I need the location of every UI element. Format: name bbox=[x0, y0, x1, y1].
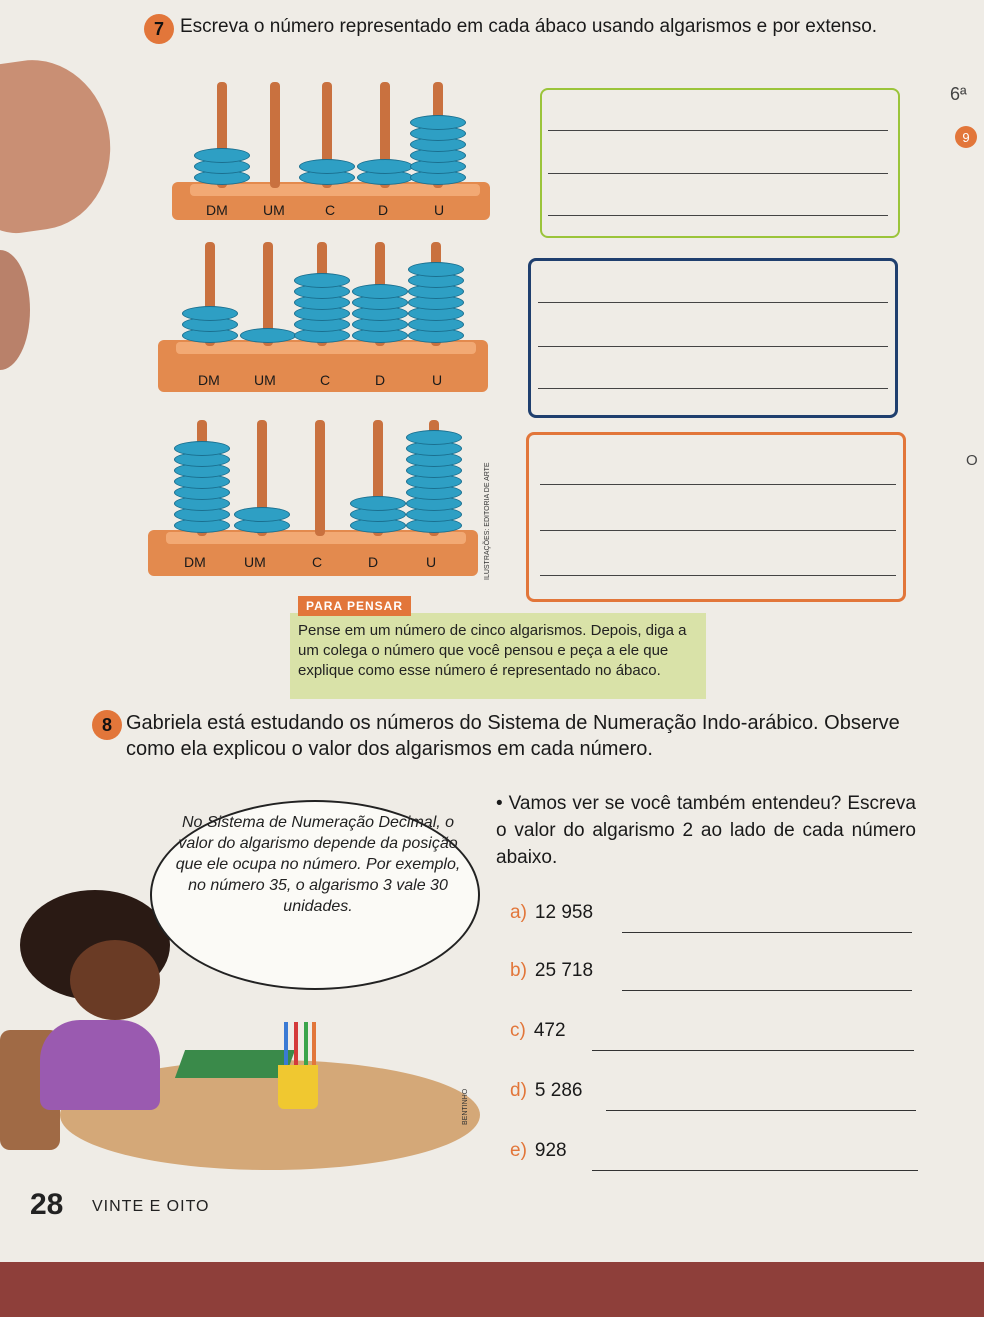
abacus-bead bbox=[408, 262, 464, 277]
abacus-bead bbox=[182, 306, 238, 321]
answer-line[interactable] bbox=[548, 215, 888, 216]
answer-box-2 bbox=[528, 258, 898, 418]
answer-line[interactable] bbox=[548, 130, 888, 131]
abacus-label-d: D bbox=[368, 554, 379, 570]
abacus-label-dm: DM bbox=[198, 372, 220, 388]
abacus-bead bbox=[299, 159, 355, 174]
abacus-label-c: C bbox=[320, 372, 331, 388]
side-mark-number: 9 bbox=[955, 126, 977, 148]
bullet-icon: • bbox=[496, 793, 509, 814]
background-surface bbox=[0, 1262, 984, 1317]
abacus-bead bbox=[194, 148, 250, 163]
para-pensar-box: Pense em um número de cinco algarismos. Depois, diga a um colega o número que você pensou e peça a ele que explique como esse número é representado no ábaco. bbox=[290, 613, 706, 699]
question-8-number: 8 bbox=[92, 710, 122, 740]
answer-line[interactable] bbox=[538, 302, 888, 303]
finger bbox=[0, 250, 30, 370]
abacus-bead bbox=[234, 507, 290, 522]
answer-line[interactable] bbox=[538, 388, 888, 389]
girl-body bbox=[40, 1020, 160, 1110]
girl-illustration-credit: BENTINHO bbox=[462, 1088, 469, 1125]
answer-line-a[interactable] bbox=[622, 932, 912, 933]
item-e: e) 928 bbox=[510, 1140, 567, 1161]
pencil bbox=[294, 1022, 298, 1067]
answer-line[interactable] bbox=[548, 173, 888, 174]
answer-box-3 bbox=[526, 432, 906, 602]
side-mark-grade: 6ª bbox=[950, 84, 967, 104]
answer-line[interactable] bbox=[540, 530, 896, 531]
abacus-label-d: D bbox=[378, 202, 389, 218]
side-mark-circle: O bbox=[966, 452, 978, 469]
abacus-label-um: UM bbox=[244, 554, 266, 570]
abacus-label-um: UM bbox=[254, 372, 276, 388]
item-c: c) 472 bbox=[510, 1020, 566, 1041]
answer-line[interactable] bbox=[540, 484, 896, 485]
answer-line-e[interactable] bbox=[592, 1170, 918, 1171]
answer-line[interactable] bbox=[540, 575, 896, 576]
abacus-bead bbox=[406, 430, 462, 445]
abacus-rod bbox=[315, 420, 325, 536]
pencil bbox=[312, 1022, 316, 1067]
abacus-label-c: C bbox=[312, 554, 323, 570]
abacus-bead bbox=[410, 115, 466, 130]
abacus-label-dm: DM bbox=[206, 202, 228, 218]
abacus-label-u: U bbox=[432, 372, 443, 388]
abacus-label-um: UM bbox=[263, 202, 285, 218]
answer-line-c[interactable] bbox=[592, 1050, 914, 1051]
abacus-bead bbox=[240, 328, 296, 343]
answer-line-b[interactable] bbox=[622, 990, 912, 991]
question-7-number: 7 bbox=[144, 14, 174, 44]
page-number-words: VINTE E OITO bbox=[92, 1198, 210, 1215]
question-7-text: Escreva o número representado em cada ábaco usando algarismos e por extenso. bbox=[180, 16, 878, 37]
abacus-bead bbox=[357, 159, 413, 174]
para-pensar-tag: PARA PENSAR bbox=[298, 596, 411, 616]
abacus-label-u: U bbox=[426, 554, 437, 570]
abacus-bead bbox=[294, 273, 350, 288]
thumb bbox=[0, 50, 121, 239]
abacus-label-d: D bbox=[375, 372, 386, 388]
pencil bbox=[304, 1022, 308, 1067]
instruction-text: • Vamos ver se você também entendeu? Escreva o valor do algarismo 2 ao lado de cada número abaixo. bbox=[496, 793, 917, 868]
question-8-text: Gabriela está estudando os números do Sistema de Numeração Indo-arábico. Observe como ela explicou o valor dos algarismos em cada número. bbox=[126, 712, 900, 760]
answer-line-d[interactable] bbox=[606, 1110, 916, 1111]
abacus-bead bbox=[174, 441, 230, 456]
item-a: a) 12 958 bbox=[510, 902, 594, 923]
girl-face bbox=[70, 940, 160, 1020]
abacus-bead bbox=[350, 496, 406, 511]
abacus-rod bbox=[270, 82, 280, 188]
illustration-credit: ILUSTRAÇÕES: EDITORIA DE ARTE bbox=[484, 462, 491, 580]
abacus-bead bbox=[352, 284, 408, 299]
pencil bbox=[284, 1022, 288, 1067]
page-number: 28 bbox=[30, 1188, 64, 1221]
pencil-cup bbox=[278, 1065, 318, 1109]
item-b: b) 25 718 bbox=[510, 960, 594, 981]
abacus-label-u: U bbox=[434, 202, 445, 218]
speech-bubble-text: No Sistema de Numeração Decimal, o valor do algarismo depende da posição que ele ocupa no número. Por exemplo, no número 35, o algarismo 3 vale 30 unidades. bbox=[175, 814, 461, 915]
abacus-label-c: C bbox=[325, 202, 336, 218]
item-d: d) 5 286 bbox=[510, 1080, 583, 1101]
abacus-label-dm: DM bbox=[184, 554, 206, 570]
answer-line[interactable] bbox=[538, 346, 888, 347]
